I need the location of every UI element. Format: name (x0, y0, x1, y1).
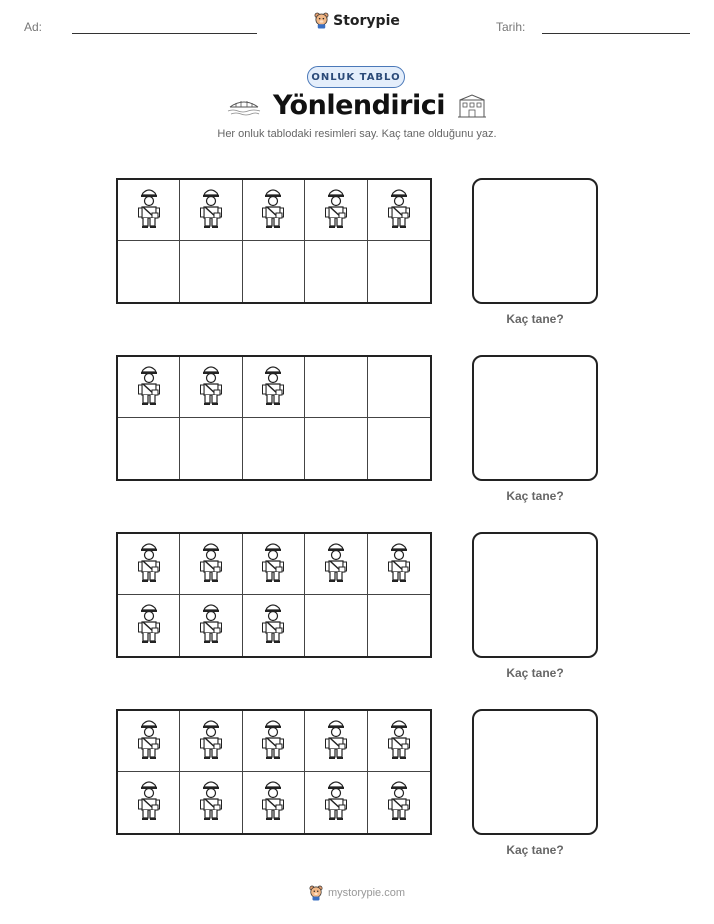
name-label: Ad: (24, 20, 43, 34)
ten-frame (116, 178, 432, 304)
brand-header (0, 12, 714, 29)
traffic-officer-icon (324, 541, 348, 588)
ten-frame-cell (305, 418, 367, 479)
bear-mascot-icon (309, 885, 323, 901)
answer-label: Kaç tane? (506, 843, 564, 857)
ten-frame-cell (118, 418, 180, 479)
traffic-officer-icon (324, 187, 348, 234)
ten-frame-cell (305, 595, 367, 656)
ten-frame-cell (305, 534, 367, 595)
ten-frame (116, 532, 432, 658)
ten-frame-cell (180, 595, 242, 656)
ten-frame-cell (180, 534, 242, 595)
traffic-officer-icon (324, 779, 348, 826)
ten-frame-cell (118, 534, 180, 595)
ten-frame-cell (305, 241, 367, 302)
ten-frame-cell (368, 357, 430, 418)
traffic-officer-icon (261, 364, 285, 411)
building-icon (457, 93, 487, 119)
traffic-officer-icon (199, 364, 223, 411)
answer-box[interactable] (472, 709, 598, 835)
instructions: Her onluk tablodaki resimleri say. Kaç tane olduğunu yaz. (217, 128, 497, 140)
brand-name: Storypie (333, 12, 400, 29)
ten-frame (116, 355, 432, 481)
ten-frame-cell (243, 595, 305, 656)
traffic-officer-icon (261, 187, 285, 234)
ten-frame-cell (368, 711, 430, 772)
traffic-officer-icon (261, 718, 285, 765)
ten-frame-cell (368, 418, 430, 479)
footer-site: mystorypie.com (327, 887, 406, 899)
date-line[interactable] (542, 33, 690, 34)
traffic-officer-icon (261, 779, 285, 826)
traffic-officer-icon (199, 187, 223, 234)
traffic-officer-icon (199, 779, 223, 826)
ten-frame-cell (118, 772, 180, 833)
answer-box[interactable] (472, 355, 598, 481)
traffic-officer-icon (387, 718, 411, 765)
traffic-officer-icon (137, 364, 161, 411)
ten-frame-cell (180, 711, 242, 772)
page-title: Yönlendirici (272, 90, 446, 121)
ten-frame-cell (243, 418, 305, 479)
traffic-officer-icon (387, 779, 411, 826)
traffic-officer-icon (261, 541, 285, 588)
traffic-officer-icon (137, 541, 161, 588)
traffic-officer-icon (199, 718, 223, 765)
footer (0, 885, 714, 901)
ten-frame-cell (305, 711, 367, 772)
ten-frame-cell (305, 180, 367, 241)
ten-frame-cell (243, 180, 305, 241)
answer-label: Kaç tane? (506, 312, 564, 326)
traffic-officer-icon (324, 718, 348, 765)
traffic-officer-icon (137, 187, 161, 234)
traffic-officer-icon (387, 187, 411, 234)
traffic-officer-icon (199, 541, 223, 588)
ten-frame-cell (368, 241, 430, 302)
ten-frame-cell (118, 595, 180, 656)
ten-frame-cell (243, 357, 305, 418)
traffic-officer-icon (137, 602, 161, 649)
traffic-officer-icon (199, 602, 223, 649)
answer-label: Kaç tane? (506, 666, 564, 680)
answer-label: Kaç tane? (506, 489, 564, 503)
ten-frame-cell (368, 772, 430, 833)
ten-frame-cell (118, 357, 180, 418)
title-row (0, 90, 714, 121)
ten-frame-cell (305, 357, 367, 418)
ten-frame-cell (118, 241, 180, 302)
ten-frame-cell (118, 180, 180, 241)
ten-frame-cell (180, 418, 242, 479)
ten-frame-cell (243, 711, 305, 772)
ten-frame-cell (243, 534, 305, 595)
ten-frame-cell (368, 595, 430, 656)
ten-frame-cell (368, 180, 430, 241)
traffic-officer-icon (387, 541, 411, 588)
ten-frame-cell (180, 180, 242, 241)
traffic-officer-icon (261, 602, 285, 649)
worksheet-badge: ONLUK TABLO (307, 66, 405, 88)
ten-frame-cell (180, 241, 242, 302)
date-label: Tarih: (496, 20, 526, 34)
traffic-officer-icon (137, 718, 161, 765)
bridge-icon (227, 96, 261, 116)
ten-frame-cell (243, 772, 305, 833)
ten-frame-cell (368, 534, 430, 595)
name-line[interactable] (72, 33, 257, 34)
traffic-officer-icon (137, 779, 161, 826)
answer-box[interactable] (472, 532, 598, 658)
answer-box[interactable] (472, 178, 598, 304)
ten-frame-cell (118, 711, 180, 772)
ten-frame-cell (243, 241, 305, 302)
bear-mascot-icon (314, 12, 329, 29)
ten-frame-cell (305, 772, 367, 833)
ten-frame-cell (180, 772, 242, 833)
ten-frame-cell (180, 357, 242, 418)
ten-frame (116, 709, 432, 835)
